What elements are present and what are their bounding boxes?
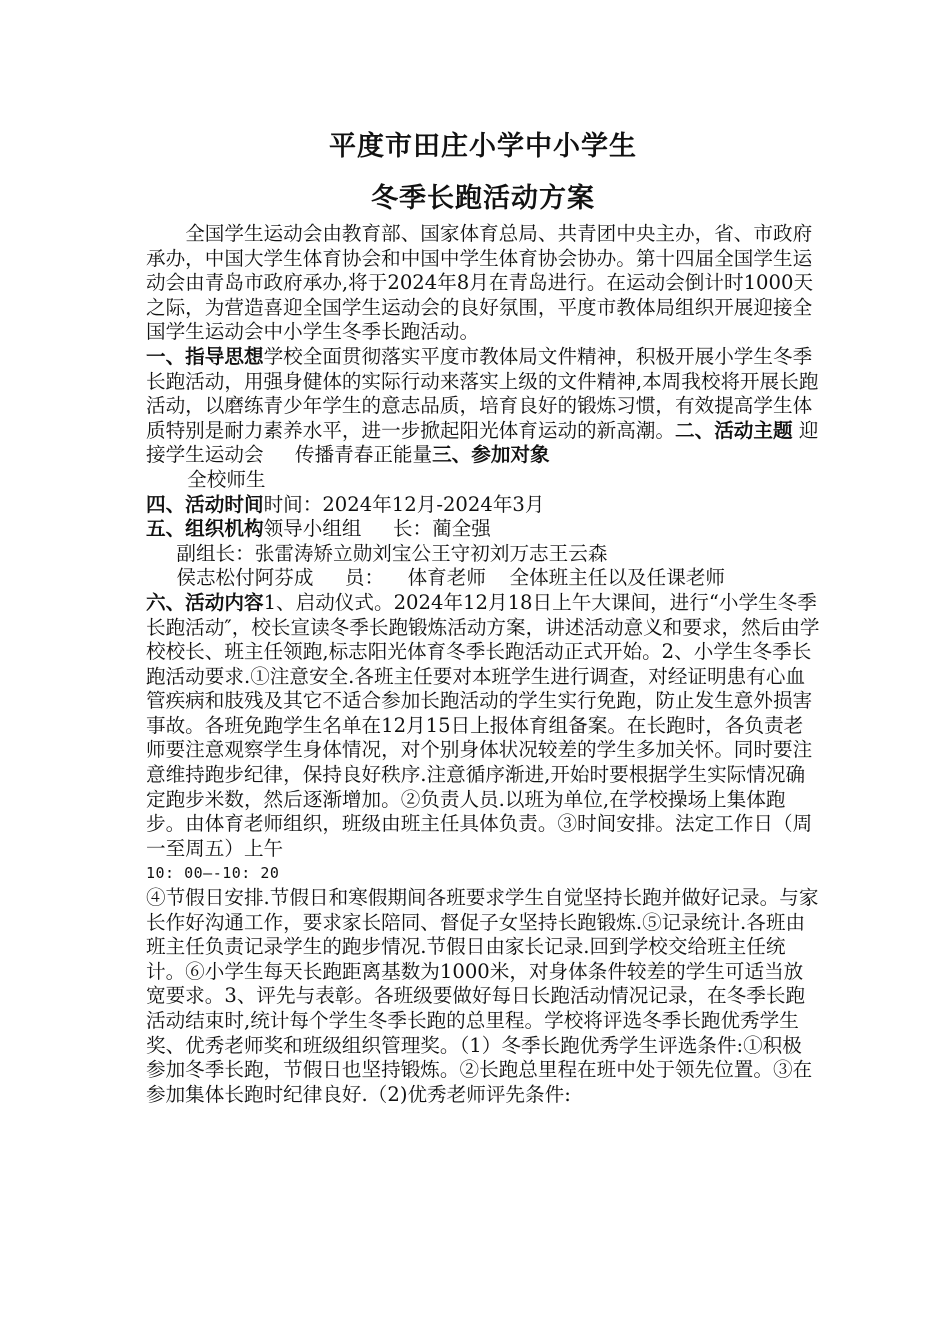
section-5-leader-a: 领导小组组 [263,517,362,541]
section-1-paragraph [146,345,820,468]
section-5-members-b: 员： [344,566,385,590]
section-6-text-2: ④节假日安排.节假日和寒假期间各班要求学生自觉坚持长跑并做好记录。与家长作好沟通工作，要求家长陪同、督促子女坚持长跑锻炼.⑤记录统计.各班由班主任负责记录学生的跑步情况.节假日由家长记录.回到学校交给班主任统计。⑥小学生每天长跑距离基数为1000米，对身体条件较差的学生可适当放宽要求。3、评先与表彰。各班级要做好每日长跑活动情况记录，在冬季长跑活动结束时,统计每个学生冬季长跑的总里程。学校将评选冬季长跑优秀学生奖、优秀老师奖和班级组织管理奖。（1）冬季长跑优秀学生评选条件:①积极参加冬季长跑，节假日也坚持锻炼。②长跑总里程在班中处于领先位置。③在参加集体长跑时纪律良好.（2)优秀老师评先条件: [146,886,819,1106]
section-2-text-a: 迎接学生运动会 [146,418,819,467]
section-5-leader-b: 长：蔺全强 [392,517,491,541]
section-2-heading: 二、活动主题 [675,418,793,442]
section-6-text-1: 1、启动仪式。2024年12月18日上午大课间，进行“小学生冬季长跑活动″，校长宣读冬季长跑锻炼活动方案，讲述活动意义和要求，然后由学校校长、班主任领跑,标志阳光体育冬季长跑活动正式开始。2、小学生冬季长跑活动要求.①注意安全.各班主任要对本班学生进行调查，对经证明患有心血管疾病和肢残及其它不适合参加长跑活动的学生实行免跑，防止发生意外损害事故。各班免跑学生名单在12月15日上报体育组备案。在长跑时，各负责老师要注意观察学生身体情况，对个别身体状况较差的学生多加关怀。同时要注意维持跑步纪律，保持良好秩序.注意循序渐进,开始时要根据学生实际情况确定跑步米数，然后逐渐增加。②负责人员.以班为单位,在学校操场上集体跑步。由体育老师组织，班级由班主任具体负责。③时间安排。法定工作日（周一至周五）上午 [146,590,820,860]
intro-paragraph: 全国学生运动会由教育部、国家体育总局、共青团中央主办，省、市政府承办，中国大学生体育协会和中国中学生体育协会协办。第十四届全国学生运动会由青岛市政府承办,将于2024年8月在青岛进行。在运动会倒计时1000天之际，为营造喜迎全国学生运动会的良好氛围，平度市教体局组织开展迎接全国学生运动会中小学生冬季长跑活动。 [146,222,814,344]
section-6-heading: 六、活动内容 [146,590,264,614]
section-5-heading: 五、组织机构 [146,517,264,541]
section-1-text: 学校全面贯彻落实平度市教体局文件精神，积极开展小学生冬季长跑活动，用强身健体的实际行动来落实上级的文件精神,本周我校将开展长跑活动，以磨练青少年学生的意志品质，培育良好的锻炼习惯，有效提高学生体质特别是耐力素养水平，进一步掀起阳光体育运动的新高潮。 [146,344,819,442]
document-title-line1: 平度市田庄小学中小学生 [329,131,637,162]
section-3-heading: 三、参加对象 [432,443,550,467]
section-2-text-b: 传播青春正能量 [294,443,433,467]
section-1-heading: 一、指导思想 [146,344,264,368]
section-4-paragraph [146,493,820,518]
section-6-paragraph [146,591,820,862]
document-body [146,222,820,1107]
section-4-text: 时间：2024年12月-2024年3月 [263,492,545,516]
document-title-line2: 冬季长跑活动方案 [371,183,595,214]
section-6-time: 10: 00—-10: 20 [146,864,280,883]
section-5-deputy: 副组长：张雷涛矫立勋刘宝公王守初刘万志王云森 [176,541,608,565]
section-5-members-d: 全体班主任以及任课老师 [509,566,726,590]
section-3-text: 全校师生 [187,467,266,491]
section-5-members-c: 体育老师 [407,566,486,590]
section-5-members [146,566,820,591]
section-5-members-a: 侯志松付阿芬成 [176,566,314,590]
section-5-paragraph [146,517,820,542]
section-4-heading: 四、活动时间 [146,492,264,516]
